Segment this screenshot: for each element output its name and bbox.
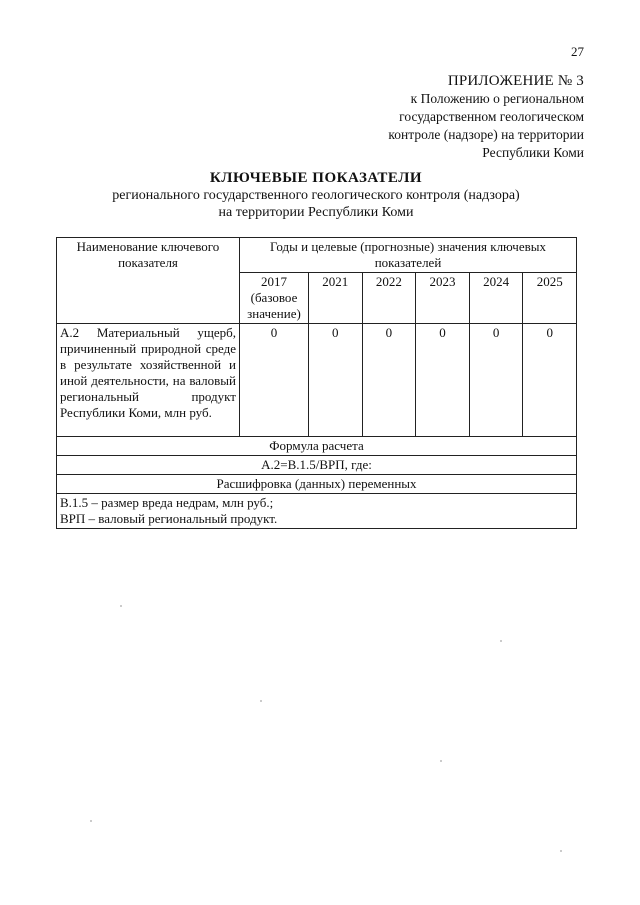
year-cell: 2021 bbox=[309, 273, 363, 324]
year-cell: 2025 bbox=[523, 273, 577, 324]
scan-speck bbox=[500, 640, 502, 642]
appendix-line: государственном геологическом bbox=[399, 109, 584, 124]
value-cell: 0 bbox=[416, 324, 470, 437]
year-cell: 2017 (базовое значение) bbox=[240, 273, 309, 324]
value-cell: 0 bbox=[309, 324, 363, 437]
title-line: на территории Республики Коми bbox=[218, 205, 414, 220]
header-indicator-name: Наименование ключевого показателя bbox=[57, 238, 240, 324]
decoding-label: Расшифровка (данных) переменных bbox=[57, 475, 577, 494]
year-cell: 2022 bbox=[362, 273, 416, 324]
scan-speck bbox=[260, 700, 262, 702]
value-cell: 0 bbox=[240, 324, 309, 437]
year-cell: 2024 bbox=[469, 273, 523, 324]
formula: А.2=В.1.5/ВРП, где: bbox=[57, 456, 577, 475]
appendix-line: контроле (надзоре) на территории bbox=[388, 127, 584, 142]
value-cell: 0 bbox=[469, 324, 523, 437]
appendix-heading: ПРИЛОЖЕНИЕ № 3 bbox=[447, 73, 584, 89]
page-number: 27 bbox=[571, 44, 584, 59]
header-years-values: Годы и целевые (прогнозные) значения ключевых показателей bbox=[240, 238, 577, 273]
document-title bbox=[56, 170, 576, 221]
variables-cell bbox=[57, 494, 577, 529]
title-main: КЛЮЧЕВЫЕ ПОКАЗАТЕЛИ bbox=[209, 170, 423, 186]
scan-speck bbox=[440, 760, 442, 762]
year-cell: 2023 bbox=[416, 273, 470, 324]
indicators-table bbox=[56, 237, 577, 529]
formula-label: Формула расчета bbox=[57, 437, 577, 456]
value-cell: 0 bbox=[523, 324, 577, 437]
scan-speck bbox=[120, 605, 122, 607]
indicator-description: А.2 Материальный ущерб, причиненный природной среде в результате хозяйственной и иной деятельности, на валовый региональный продукт Республики Коми, млн руб. bbox=[57, 324, 240, 437]
appendix-block bbox=[284, 72, 584, 162]
scan-speck bbox=[560, 850, 562, 852]
variable-line: ВРП – валовый региональный продукт. bbox=[60, 511, 278, 526]
value-cell: 0 bbox=[362, 324, 416, 437]
title-line: регионального государственного геологического контроля (надзора) bbox=[112, 188, 520, 203]
variable-line: В.1.5 – размер вреда недрам, млн руб.; bbox=[60, 495, 274, 510]
appendix-line: Республики Коми bbox=[482, 145, 584, 160]
appendix-line: к Положению о региональном bbox=[410, 91, 584, 106]
scan-speck bbox=[90, 820, 92, 822]
